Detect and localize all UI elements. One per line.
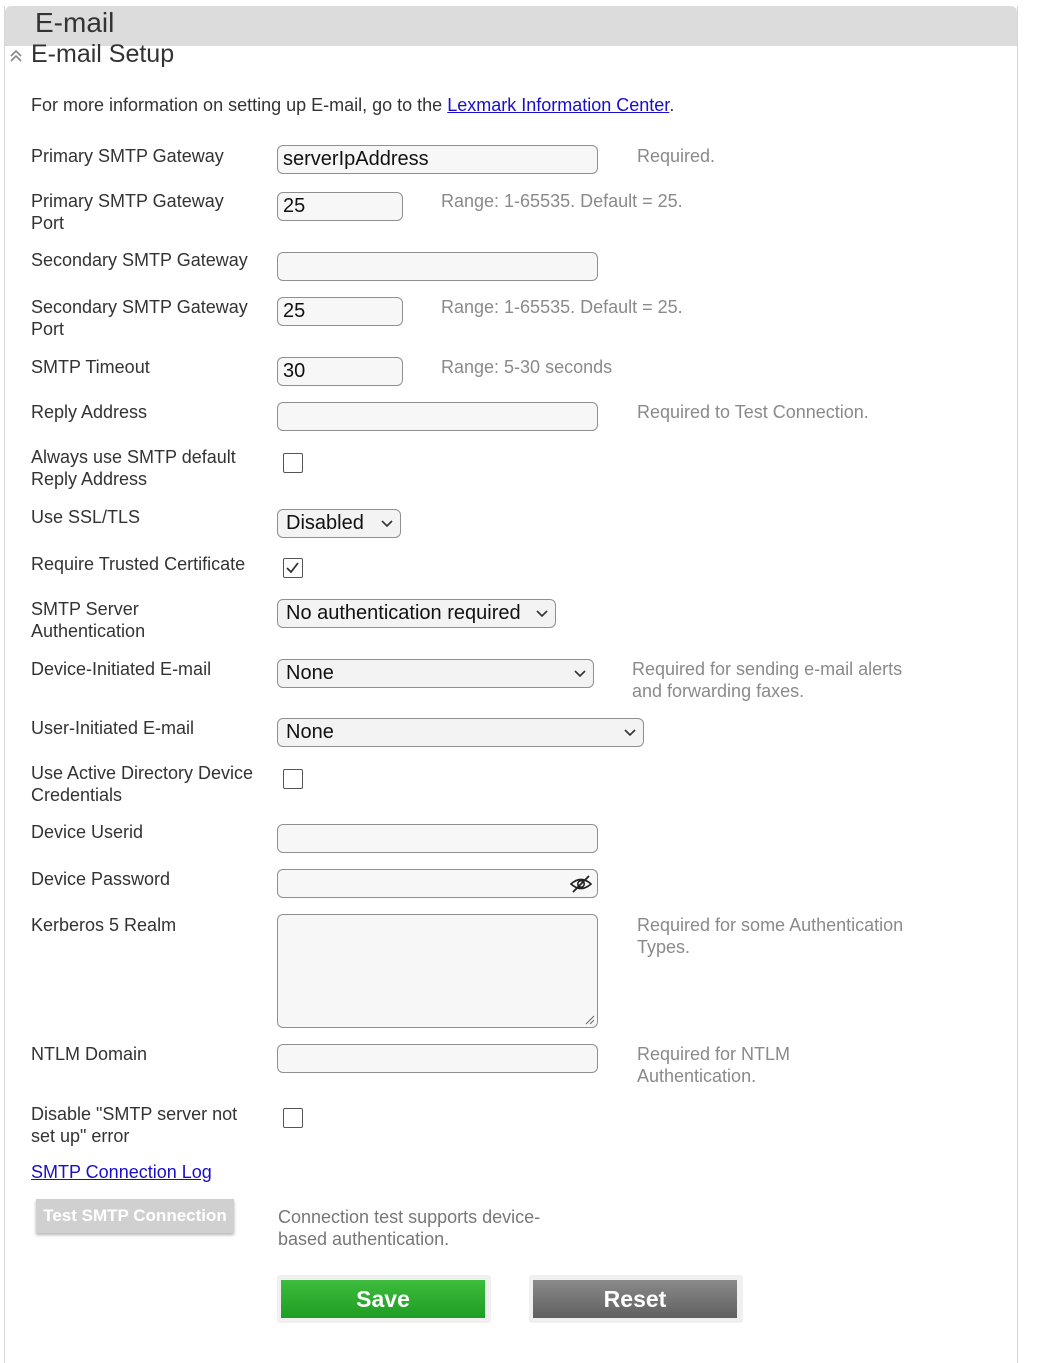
ntlm-domain-hint: Required for NTLM Authentication. <box>637 1044 791 1086</box>
primary-gateway-hint: Required. <box>637 146 716 166</box>
secondary-port-label: Secondary SMTP Gateway Port <box>31 297 248 339</box>
user-email-value: None <box>286 721 334 743</box>
device-email-value: None <box>286 662 334 684</box>
primary-gateway-label: Primary SMTP Gateway <box>31 146 224 166</box>
ad-credentials-label: Use Active Directory Device Credentials <box>31 763 254 805</box>
device-email-select[interactable] <box>277 659 594 688</box>
secondary-port-input[interactable]: 25 <box>277 297 403 326</box>
device-userid-label: Device Userid <box>31 822 144 842</box>
secondary-gateway-input[interactable] <box>277 252 598 281</box>
smtp-connection-log-link[interactable]: SMTP Connection Log <box>31 1162 212 1182</box>
collapse-chevron-icon[interactable] <box>9 49 23 63</box>
resize-grip-icon[interactable] <box>585 1015 595 1025</box>
user-email-select[interactable] <box>277 718 644 747</box>
save-button[interactable]: Save <box>281 1280 485 1318</box>
section-title: E-mail Setup <box>31 40 175 68</box>
checkmark-icon <box>285 560 300 575</box>
server-auth-value: No authentication required <box>286 602 521 624</box>
secondary-port-hint: Range: 1-65535. Default = 25. <box>441 297 683 317</box>
ssl-tls-value: Disabled <box>286 512 364 534</box>
trusted-cert-checkbox[interactable] <box>283 558 303 578</box>
chevron-down-icon <box>624 728 636 738</box>
secondary-gateway-label: Secondary SMTP Gateway <box>31 250 248 270</box>
intro-text <box>31 95 674 116</box>
always-default-reply-checkbox[interactable] <box>283 453 303 473</box>
ssl-tls-select[interactable] <box>277 509 401 538</box>
timeout-label: SMTP Timeout <box>31 357 150 377</box>
trusted-cert-label: Require Trusted Certificate <box>31 554 246 574</box>
test-connection-note: Connection test supports device-based authentication. <box>278 1207 541 1249</box>
save-button-frame <box>277 1275 491 1323</box>
primary-port-hint: Range: 1-65535. Default = 25. <box>441 191 683 211</box>
disable-error-checkbox[interactable] <box>283 1108 303 1128</box>
ntlm-domain-input[interactable] <box>277 1044 598 1073</box>
device-password-input[interactable] <box>277 869 598 898</box>
always-default-reply-label: Always use SMTP default Reply Address <box>31 447 236 489</box>
primary-port-input[interactable]: 25 <box>277 192 403 221</box>
device-email-hint: Required for sending e-mail alerts and forwarding faxes. <box>632 659 903 701</box>
reply-address-input[interactable] <box>277 402 598 431</box>
chevron-down-icon <box>381 519 393 529</box>
server-auth-label: SMTP Server Authentication <box>31 599 146 641</box>
reset-button[interactable]: Reset <box>533 1280 737 1318</box>
timeout-input[interactable]: 30 <box>277 357 403 386</box>
primary-port-label: Primary SMTP Gateway Port <box>31 191 224 233</box>
kerberos-realm-textarea[interactable] <box>277 914 598 1028</box>
server-auth-select[interactable] <box>277 599 556 628</box>
intro-suffix: . <box>669 95 675 115</box>
device-email-label: Device-Initiated E-mail <box>31 659 212 679</box>
user-email-label: User-Initiated E-mail <box>31 718 195 738</box>
reply-address-hint: Required to Test Connection. <box>637 402 869 422</box>
chevron-down-icon <box>574 669 586 679</box>
test-smtp-connection-button[interactable]: Test SMTP Connection <box>36 1199 234 1233</box>
eye-slash-icon[interactable] <box>569 874 593 894</box>
kerberos-realm-hint: Required for some Authentication Types. <box>637 915 904 957</box>
info-center-link[interactable]: Lexmark Information Center <box>447 95 670 115</box>
primary-gateway-input[interactable]: serverIpAddress <box>277 145 598 174</box>
ad-credentials-checkbox[interactable] <box>283 769 303 789</box>
kerberos-realm-label: Kerberos 5 Realm <box>31 915 177 935</box>
reset-button-frame <box>529 1275 743 1323</box>
chevron-down-icon <box>536 609 548 619</box>
device-userid-input[interactable] <box>277 824 598 853</box>
reply-address-label: Reply Address <box>31 402 148 422</box>
timeout-hint: Range: 5-30 seconds <box>441 357 613 377</box>
ntlm-domain-label: NTLM Domain <box>31 1044 148 1064</box>
intro-prefix: For more information on setting up E-mail, go to the <box>31 95 448 115</box>
disable-error-label: Disable "SMTP server not set up" error <box>31 1104 238 1146</box>
ssl-tls-label: Use SSL/TLS <box>31 507 141 527</box>
page-title: E-mail <box>35 7 115 38</box>
device-password-label: Device Password <box>31 869 171 889</box>
